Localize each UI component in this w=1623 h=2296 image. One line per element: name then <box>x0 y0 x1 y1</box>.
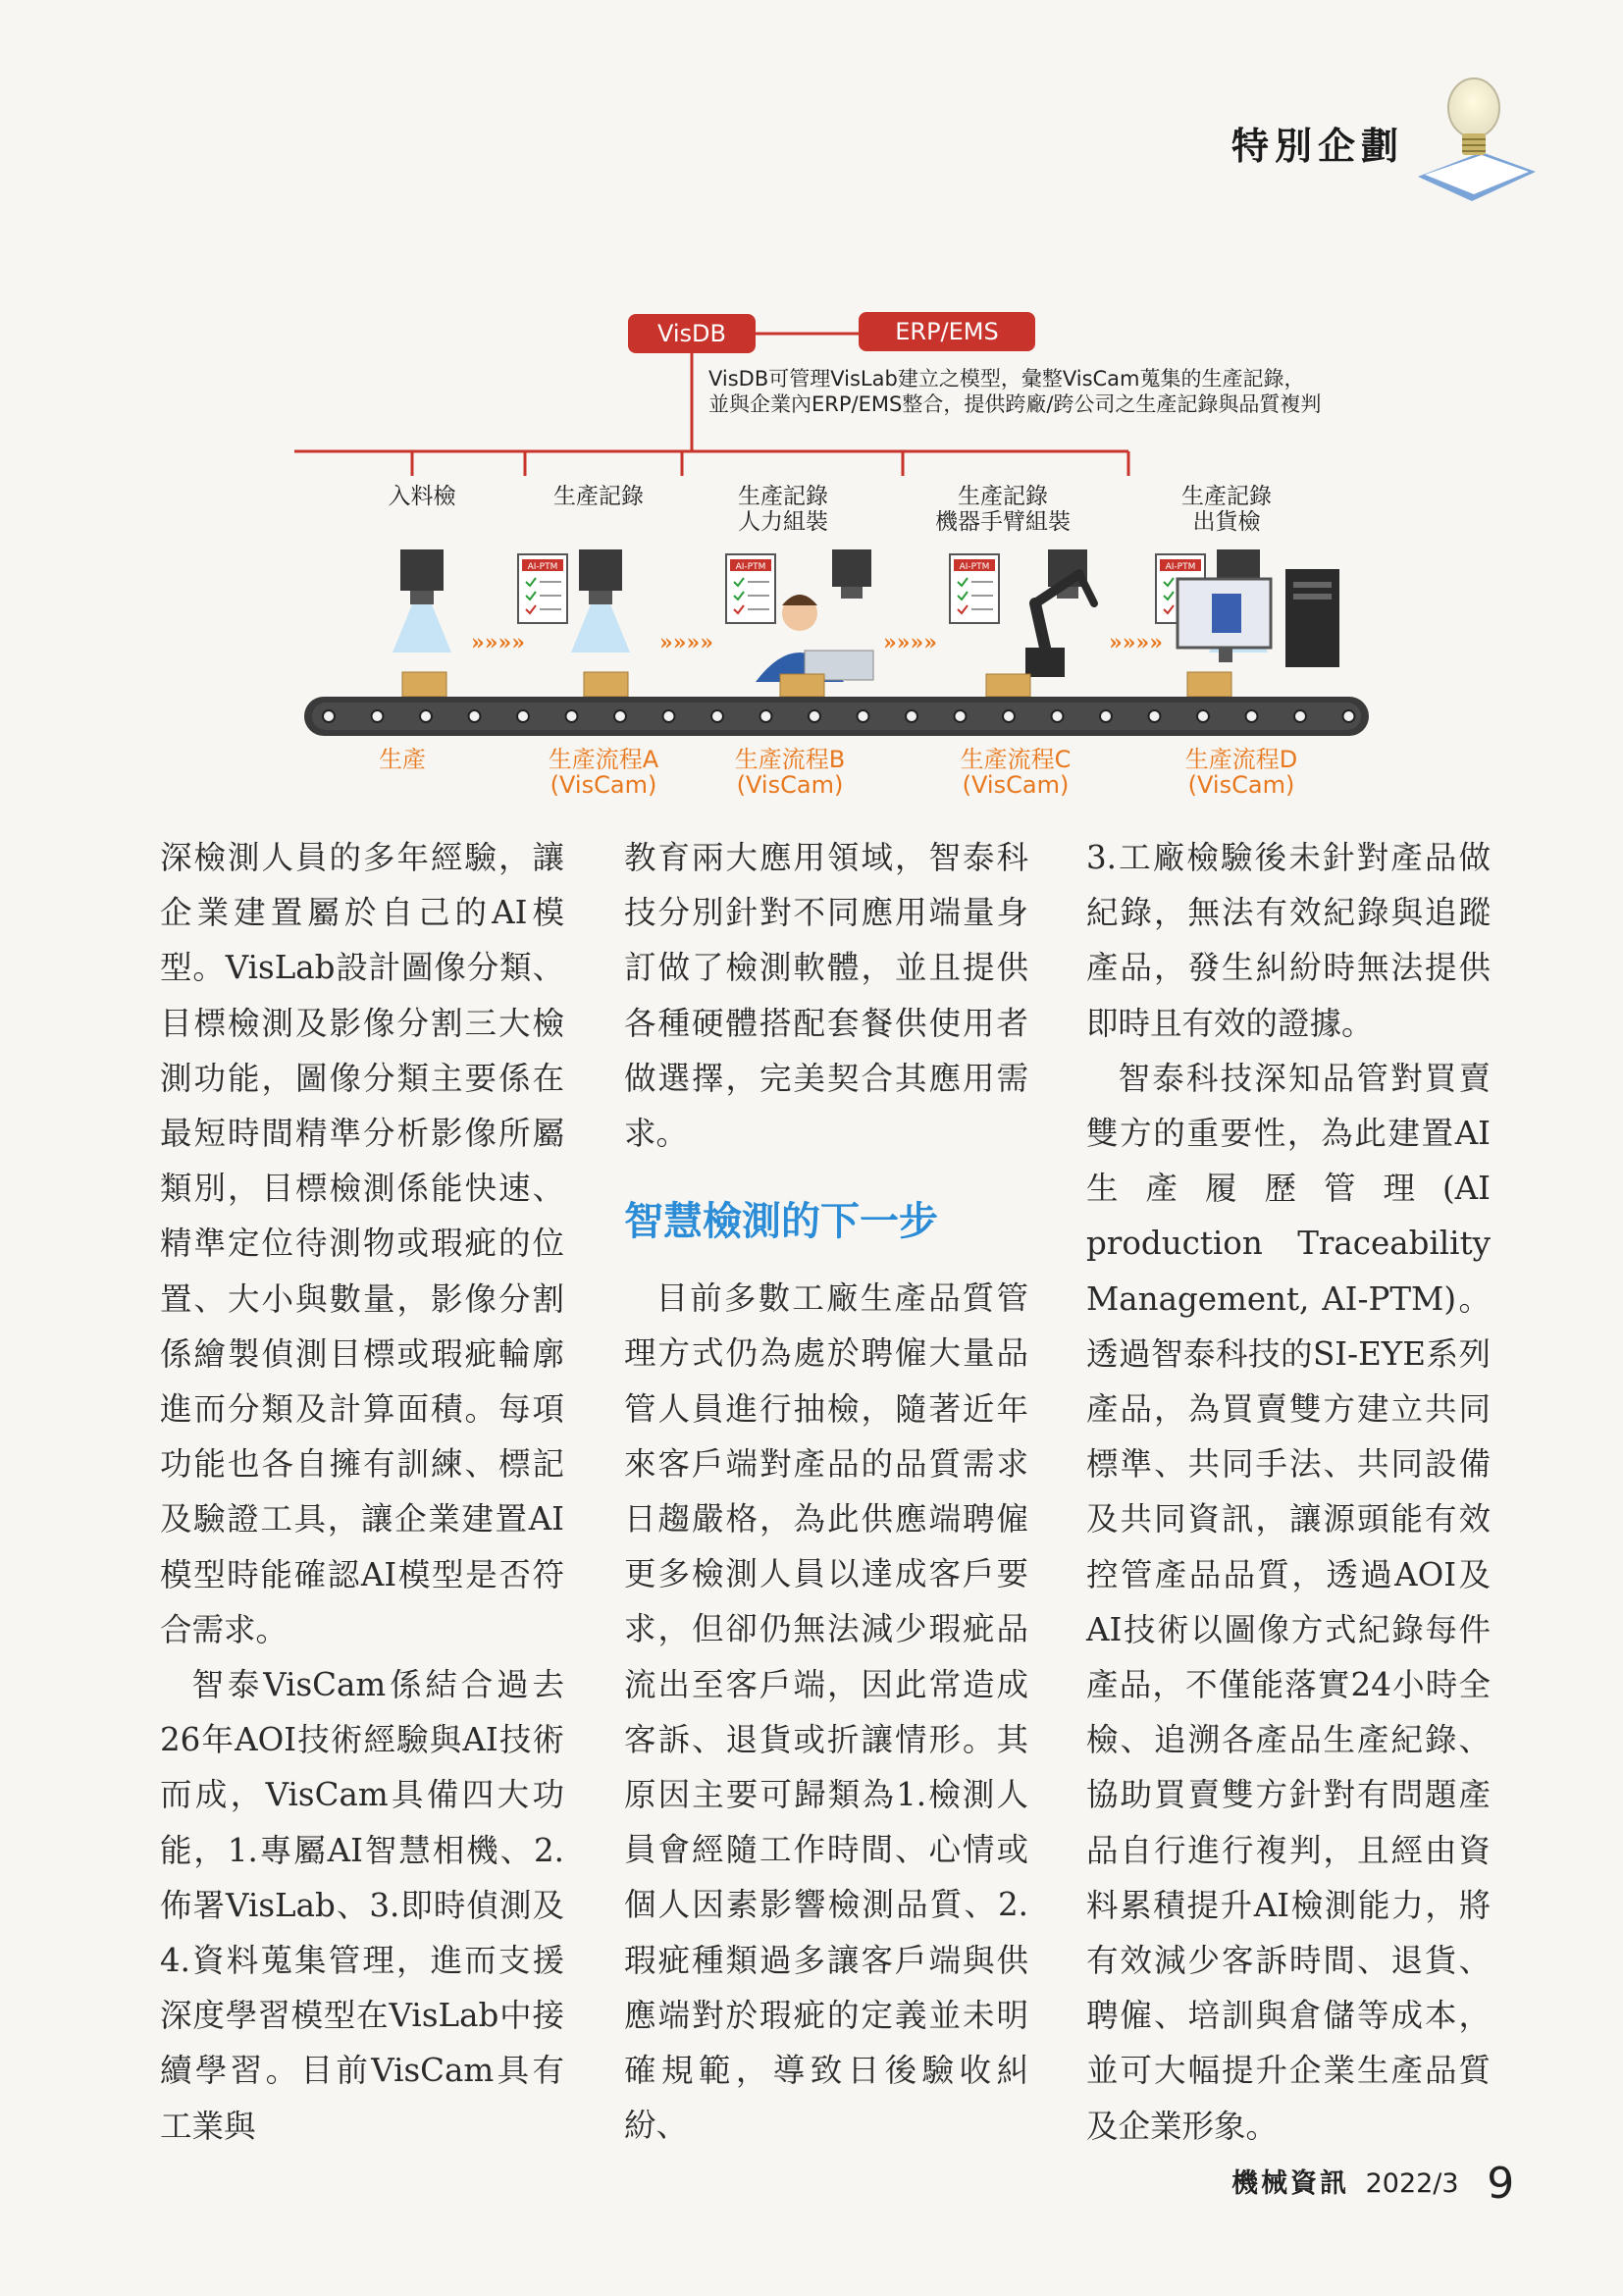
station-label-4a: 生產記錄 <box>958 484 1048 509</box>
section-heading: 智慧檢測的下一步 <box>624 1199 938 1245</box>
flow-label-3b: (VisCam) <box>962 771 1070 799</box>
svg-text:AI-PTM: AI-PTM <box>735 562 766 572</box>
flow-label-2b: (VisCam) <box>736 771 844 799</box>
camera-icon-2 <box>571 549 630 652</box>
issue-date: 2022/3 <box>1365 2168 1459 2199</box>
belt-roller <box>372 710 384 722</box>
belt-roller <box>1294 710 1306 722</box>
ai-ptm-checklist-icon-3 <box>950 554 999 623</box>
paragraph: 深檢測人員的多年經驗，讓企業建置屬於自己的AI模型。VisLab設計圖像分類、目標檢測及影像分割三大檢測功能，圖像分類主要係在最短時間精準分析影像所屬類別，目標檢測係能快速、精準定位待測物或瑕疵的位置、大小與數量，影像分割係繪製偵測目標或瑕疵輪廓進而分類及計算面積。每項功能也各自擁有訓練、標記及驗證工具，讓企業建置AI模型時能確認AI模型是否符合需求。 <box>160 839 564 1648</box>
flow-arrow-icon-1: »»»» <box>471 630 525 655</box>
process-diagram <box>294 309 1442 809</box>
belt-roller <box>663 710 675 722</box>
camera-icon-1 <box>393 549 451 652</box>
flow-label-3a: 生產流程C <box>960 746 1072 773</box>
text-column-3 <box>1086 830 1491 2154</box>
station-label-4b: 機器手臂組裝 <box>935 509 1071 535</box>
belt-roller <box>1003 710 1015 722</box>
station-label-3a: 生產記錄 <box>738 484 828 509</box>
paragraph: 目前多數工廠生產品質管理方式仍為處於聘僱大量品管人員進行抽檢，隨著近年來客戶端對產品的品質需求日趨嚴格，為此供應端聘僱更多檢測人員以達成客戶要求，但卻仍無法減少瑕疵品流出至客戶端，因此常造成客訴、退貨或折讓情形。其原因主要可歸類為1.檢測人員會經隨工作時間、心情或個人因素影響檢測品質、2.瑕疵種類過多讓客戶端與供應端對於瑕疵的定義並未明確規範，導致日後驗收糾紛、 <box>624 1279 1028 2145</box>
belt-roller <box>858 710 869 722</box>
robot-arm-icon <box>1025 574 1094 677</box>
belt-roller <box>760 710 772 722</box>
flow-label-4a: 生產流程D <box>1184 746 1298 773</box>
station-label-5a: 生產記錄 <box>1181 484 1272 509</box>
camera-icon-3 <box>832 549 871 599</box>
belt-roller <box>1052 710 1064 722</box>
product-box <box>780 674 824 697</box>
belt-roller <box>1343 710 1355 722</box>
station-label-3b: 人力組裝 <box>738 509 828 535</box>
station-label-2: 生產記錄 <box>553 484 644 509</box>
flow-label-2a: 生產流程B <box>734 746 846 773</box>
belt-roller <box>711 710 723 722</box>
belt-roller <box>420 710 432 722</box>
flow-label-0: 生產 <box>379 746 426 773</box>
product-box <box>584 672 628 697</box>
diagram-caption-line1: VisDB可管理VisLab建立之模型，彙整VisCam蒐集的生產記錄， <box>708 367 1305 391</box>
svg-text:AI-PTM: AI-PTM <box>1165 562 1196 572</box>
belt-roller <box>614 710 626 722</box>
belt-roller <box>1100 710 1112 722</box>
flow-arrow-icon-2: »»»» <box>659 630 713 655</box>
station-label-1: 入料檢 <box>388 484 456 509</box>
svg-text:AI-PTM: AI-PTM <box>959 562 990 572</box>
belt-roller <box>1197 710 1209 722</box>
paragraph: 智泰VisCam係結合過去26年AOI技術經驗與AI技術而成，VisCam具備四大功能，1.專屬AI智慧相機、2.佈署VisLab、3.即時偵測及4.資料蒐集管理，進而支援深度學習模型在VisLab中接續學習。目前VisCam具有工業與 <box>160 1666 564 2145</box>
belt-roller <box>323 710 335 722</box>
product-box <box>402 672 446 697</box>
erp-label: ERP/EMS <box>895 318 999 345</box>
paragraph: 3.工廠檢驗後未針對產品做紀錄，無法有效紀錄與追蹤產品，發生糾紛時無法提供即時且有效的證據。 <box>1086 839 1491 1042</box>
paragraph: 教育兩大應用領域，智泰科技分別針對不同應用端量身訂做了檢測軟體，並且提供各種硬體搭配套餐供使用者做選擇，完美契合其應用需求。 <box>624 839 1028 1153</box>
station-label-5b: 出貨檢 <box>1192 509 1261 535</box>
belt-roller <box>955 710 967 722</box>
ai-ptm-checklist-icon-1 <box>518 554 567 623</box>
flow-arrow-icon-3: »»»» <box>883 630 937 655</box>
flow-label-4b: (VisCam) <box>1187 771 1295 799</box>
paragraph: 智泰科技深知品管對買賣雙方的重要性，為此建置AI生產履歷管理(AI production Traceability Management, AI-PTM)。透過智泰科技的SI-EYE系列產品，為買賣雙方建立共同標準、共同手法、共同設備及共同資訊，讓源頭能有效控管產品品質，透過AOI及AI技術以圖像方式紀錄每件產品，不僅能落實24小時全檢、追溯各產品生產紀錄、協助買賣雙方針對有問題產品自行進行複判，且經由資料累積提升AI檢測能力，將有效減少客訴時間、退貨、聘僱、培訓與倉儲等成本，並可大幅提升企業生產品質及企業形象。 <box>1086 1059 1491 2145</box>
publication-name: 機械資訊 <box>1231 2168 1349 2199</box>
visdb-label: VisDB <box>656 320 727 347</box>
belt-roller <box>517 710 529 722</box>
belt-roller <box>566 710 578 722</box>
page-footer <box>1231 2159 1514 2209</box>
ai-ptm-checklist-icon-2 <box>726 554 775 623</box>
flow-label-1b: (VisCam) <box>550 771 657 799</box>
svg-text:AI-PTM: AI-PTM <box>527 562 558 572</box>
belt-roller <box>809 710 820 722</box>
belt-roller <box>1246 710 1258 722</box>
product-box <box>1187 672 1231 697</box>
text-column-2 <box>624 830 1028 2153</box>
section-title: 特別企劃 <box>1231 124 1405 168</box>
belt-roller <box>1149 710 1161 722</box>
flow-arrow-icon-4: »»»» <box>1109 630 1163 655</box>
page-number: 9 <box>1487 2159 1515 2209</box>
diagram-caption-line2: 並與企業內ERP/EMS整合，提供跨廠/跨公司之生產記錄與品質複判 <box>708 392 1322 416</box>
belt-roller <box>469 710 481 722</box>
text-column-1 <box>160 830 564 2154</box>
flow-label-1a: 生產流程A <box>548 746 659 773</box>
lightbulb-book-icon <box>1413 69 1541 216</box>
product-box <box>986 674 1030 697</box>
belt-roller <box>906 710 917 722</box>
